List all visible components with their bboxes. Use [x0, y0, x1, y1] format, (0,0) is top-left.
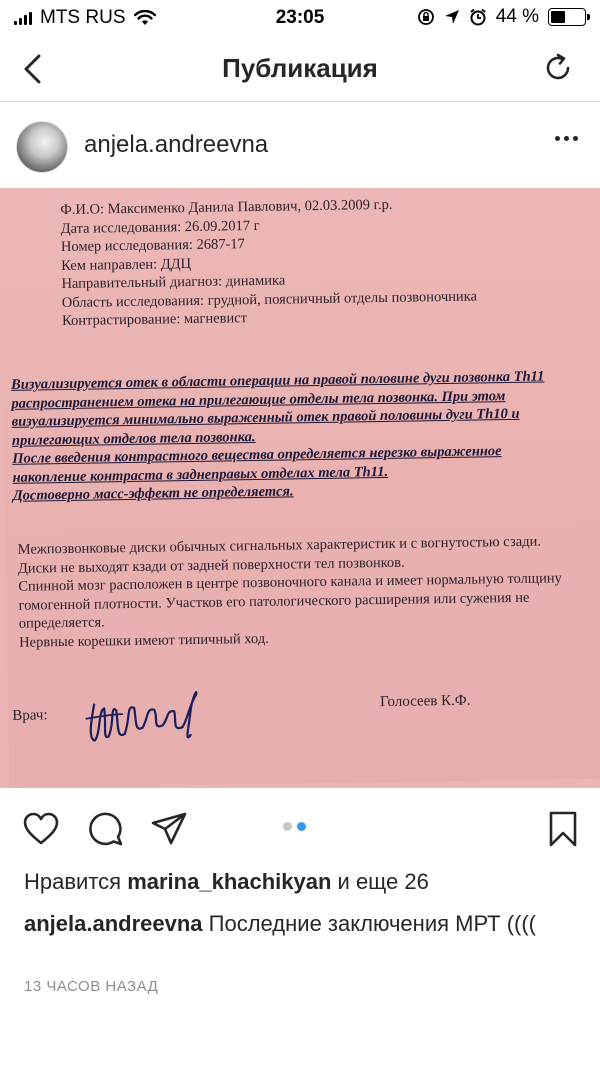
document-header	[60, 195, 477, 331]
send-icon[interactable]	[150, 810, 188, 848]
post-timestamp: 13 ЧАСОВ НАЗАД	[24, 978, 159, 995]
doctor-name: Голосеев К.Ф.	[379, 692, 471, 711]
clock: 23:05	[275, 7, 325, 28]
doc-line: Область исследования: грудной, поясничный отделы позвоночника	[61, 288, 478, 311]
heart-icon[interactable]	[22, 810, 60, 848]
doc-line: Контрастирование: магневист	[61, 310, 248, 330]
post-header	[0, 103, 600, 188]
avatar[interactable]	[16, 121, 68, 173]
likes-user[interactable]: marina_khachikyan	[127, 869, 332, 894]
doc-line: Межпозвонковые диски обычных сигнальных характеристик и с вогнутостью сзади.	[17, 533, 542, 558]
doc-line: Ф.И.О: Максименко Данила Павлович, 02.03.2009 г.р.	[60, 196, 393, 219]
alarm-icon	[469, 8, 487, 26]
battery-percent: 44 %	[495, 6, 539, 27]
doc-line: Визуализируется отек в области операции на правой половине дуги позвонка Th11	[10, 368, 545, 393]
carousel-indicator	[283, 822, 306, 831]
doc-line: Диски не выходят кзади от задней поверхности тел позвонков.	[17, 554, 405, 577]
doc-line: визуализируется минимально выраженный отек правой половины дуги Th10 и	[11, 405, 520, 430]
doc-line: Дата исследования: 26.09.2017 г	[60, 217, 260, 237]
post-username[interactable]: anjela.andreevna	[84, 131, 269, 158]
doc-line: После введения контрастного вещества определяется нерезко выраженное	[12, 443, 502, 467]
doc-line: Достоверно масс-эффект не определяется.	[12, 483, 294, 504]
battery-icon	[548, 8, 586, 26]
post-caption	[24, 908, 584, 940]
likes-prefix: Нравится	[24, 869, 128, 894]
refresh-icon[interactable]	[542, 52, 574, 84]
doc-line: прилегающих отделов тела позвонка.	[11, 428, 256, 449]
signature-icon	[80, 673, 221, 755]
doc-line: Спинной мозг расположен в центре позвоночного канала и имеет нормальную толщину	[18, 570, 562, 595]
caption-text: Последние заключения МРТ ((((	[202, 911, 536, 936]
post-photo[interactable]	[0, 188, 600, 788]
action-bar	[0, 800, 600, 858]
location-icon	[444, 9, 460, 25]
doc-line: Нервные корешки имеют типичный ход.	[19, 630, 269, 651]
nav-bar	[0, 36, 600, 102]
doc-line: накопление контраста в заднеправых отделах тела Th11.	[12, 463, 389, 486]
document-description	[18, 532, 563, 652]
carrier-label: MTS RUS	[40, 7, 126, 28]
carousel-dot	[283, 822, 292, 831]
more-icon[interactable]	[555, 136, 578, 141]
document-paper	[0, 188, 600, 788]
caption-username[interactable]: anjela.andreevna	[24, 911, 203, 936]
doc-line: Направительный диагноз: динамика	[61, 272, 286, 293]
comment-icon[interactable]	[86, 810, 124, 848]
bookmark-icon[interactable]	[544, 810, 582, 848]
doc-line: Номер исследования: 2687-17	[60, 236, 245, 256]
doctor-label: Врач:	[12, 707, 48, 724]
likes-summary[interactable]	[24, 869, 429, 895]
doc-line: распространением отека на прилегающие отделы тела позвонка. При этом	[11, 387, 506, 412]
doc-line: гомогенной плотности. Участков его патологического расширения или сужения не	[18, 589, 530, 614]
likes-suffix: и еще 26	[331, 869, 429, 894]
status-bar	[0, 0, 600, 36]
orientation-lock-icon	[417, 8, 435, 26]
doc-line: Кем направлен: ДДЦ	[61, 255, 192, 274]
doc-line: определяется.	[18, 614, 105, 632]
carousel-dot-active	[297, 822, 306, 831]
document-findings	[11, 367, 546, 505]
page-title: Публикация	[222, 53, 378, 83]
